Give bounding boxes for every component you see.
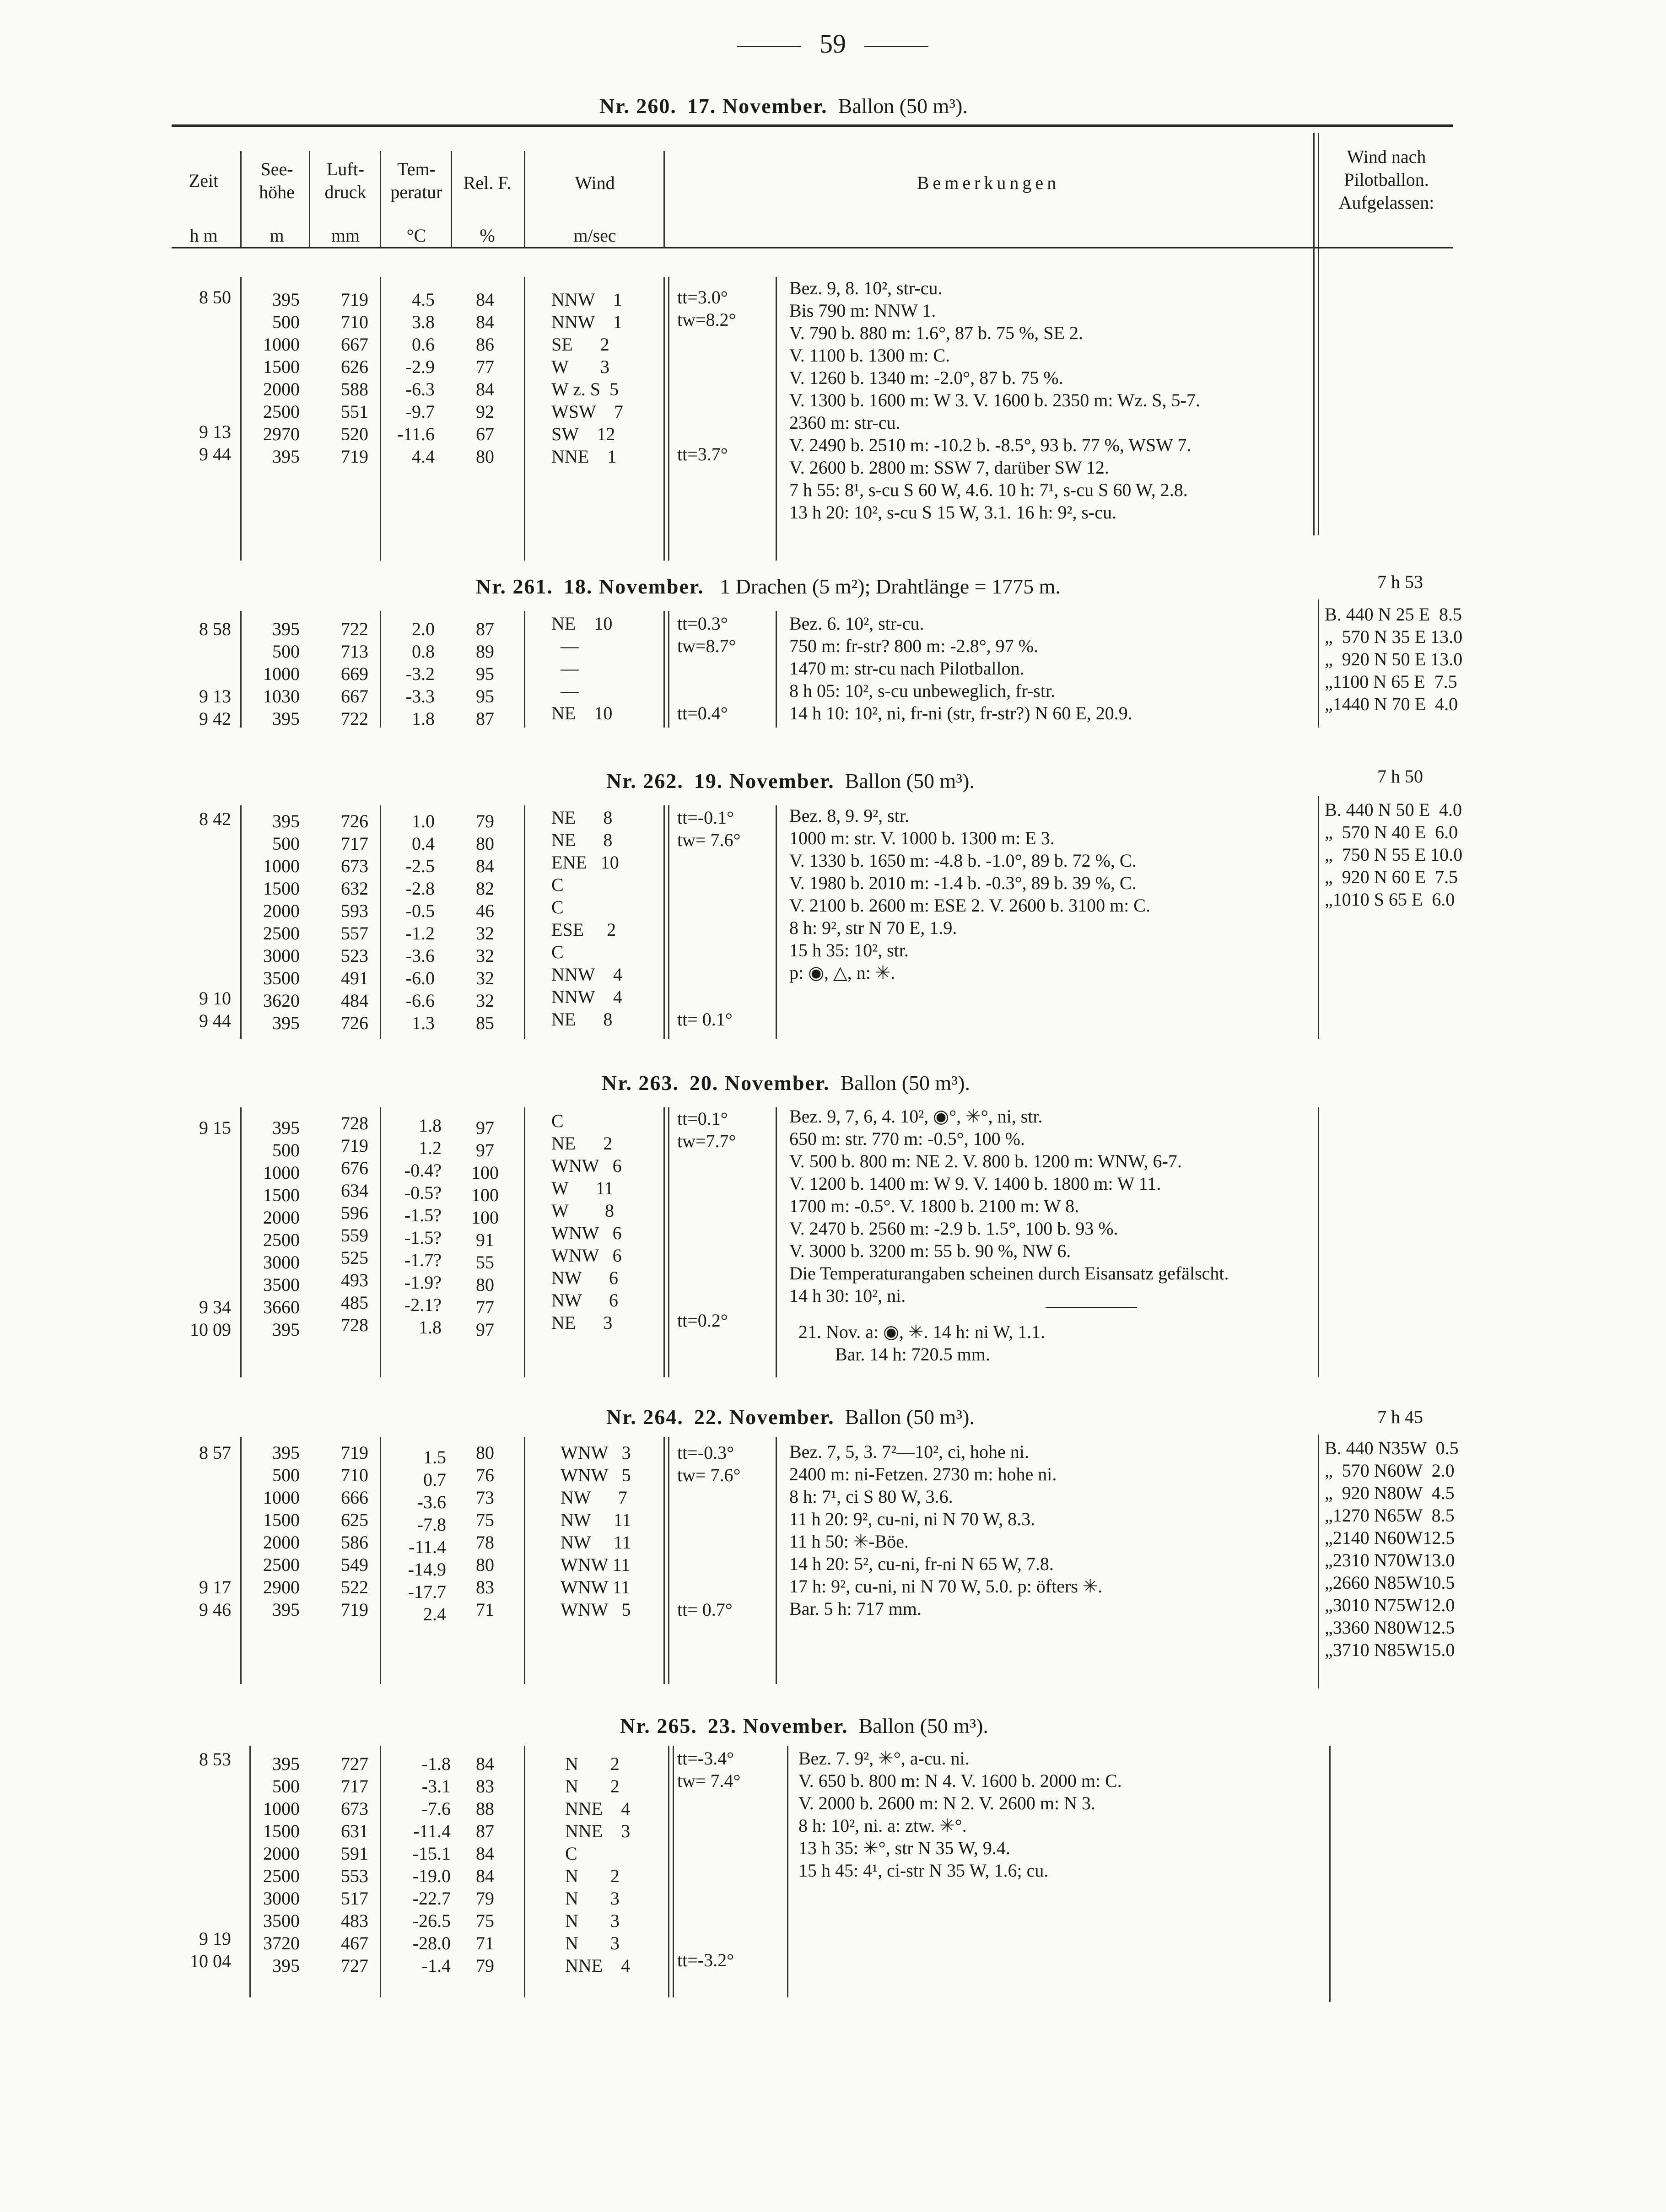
pilotballon-column: B. 440 N 25 E 8.5 „ 570 N 35 E 13.0 „ 920 N 50 E 13.0 „1100 N 65 E 7.5 „1440 N 70 E 4.0 <box>1325 604 1463 714</box>
thermometer-readings: tt=-3.4° tw= 7.4° tt=-3.2° <box>677 1748 741 1970</box>
header-temperatur: Tem- peratur <box>390 159 442 202</box>
remarks-block: Bez. 9, 8. 10², str-cu. Bis 790 m: NNW 1. V. 790 b. 880 m: 1.6°, 87 b. 75 %, SE 2. V. 1100 b. 1300 m: C. V. 1260 b. 1340 m: -2.0°, 87 b. 75 %. V. 1300 b. 1600 m: W 3. V. 1600 b. 2350 m: Wz. S, 5-7. 2360 m: str-cu. V. 2490 b. 2510 m: -10.2 b. -8.5°, 93 b. 77 %, WSW 7. V. 2600 b. 2800 m: SSW 7, darüber SW 12. 7 h 55: 8¹, s-cu S 60 W, 4.6. 10 h: 7¹, s-cu S 60 W, 2.8. 13 h 20: 10², s-cu S 15 W, 3.1. 16 h: 9², s-cu. <box>789 278 1200 523</box>
luftdruck-column: 728 719 676 634 596 559 525 493 485 728 <box>341 1113 368 1335</box>
column-divider <box>380 277 381 561</box>
thermometer-readings: tt=0.3° tw=8.7° tt=0.4° <box>677 613 736 723</box>
temperatur-column: 4.5 3.8 0.6 -2.9 -6.3 -9.7 -11.6 4.4 <box>397 289 435 467</box>
column-divider <box>380 611 381 728</box>
column-divider <box>668 611 669 728</box>
column-divider <box>380 1437 381 1684</box>
column-divider <box>668 805 669 1039</box>
column-divider <box>240 611 242 728</box>
seehoehe-column: 395 500 1000 1500 2000 2500 2970 395 <box>263 289 300 467</box>
column-divider <box>668 277 669 561</box>
wind-column: NNW 1 NNW 1 SE 2 W 3 W z. S 5 WSW 7 SW 12 NNE 1 <box>551 289 624 467</box>
pilot-release-time: 7 h 45 <box>1377 1407 1423 1427</box>
column-divider <box>776 277 777 561</box>
column-divider <box>524 1107 525 1377</box>
temperatur-column: -1.8 -3.1 -7.6 -11.4 -15.1 -19.0 -22.7 -26.5 -28.0 -1.4 <box>412 1753 451 1976</box>
thermometer-readings: tt=0.1° tw=7.7° tt=0.2° <box>677 1108 736 1331</box>
column-divider <box>1329 1746 1331 2002</box>
header-relf-unit: % <box>480 225 495 246</box>
remarks-block: Bez. 7, 5, 3. 7²—10², ci, hohe ni. 2400 m: ni-Fetzen. 2730 m: hohe ni. 8 h: 7¹, ci S 80 W, 3.6. 11 h 20: 9², cu-ni, ni N 70 W, 8.3. 11 h 50: ✳-Böe. 14 h 20: 5², cu-ni, fr-ni N 65 W, 7.8. 17 h: 9², cu-ni, ni N 70 W, 5.0. p: öfters ✳. Bar. 5 h: 717 mm. <box>789 1441 1103 1619</box>
column-divider <box>787 1746 788 1997</box>
relf-column: 80 76 73 75 78 80 83 71 <box>476 1442 494 1620</box>
column-divider <box>668 1437 669 1684</box>
column-divider <box>380 1746 381 1997</box>
relf-column: 87 89 95 95 87 <box>476 619 494 729</box>
column-divider <box>1318 1435 1319 1689</box>
zeit-column: 8 50 9 13 9 44 <box>199 287 231 464</box>
remarks-block: Bez. 7. 9², ✳°, a-cu. ni. V. 650 b. 800 m: N 4. V. 1600 b. 2000 m: C. V. 2000 b. 2600 m: N 2. V. 2600 m: N 3. 8 h: 10², ni. a: ztw. ✳°. 13 h 35: ✳°, str N 35 W, 9.4. 15 h 45: 4¹, ci-str N 35 W, 1.6; cu. <box>798 1748 1122 1881</box>
pilot-release-time: 7 h 50 <box>1377 766 1423 787</box>
column-divider <box>240 151 242 247</box>
header-temperatur-unit: °C <box>406 225 426 246</box>
temperatur-column: 1.0 0.4 -2.5 -2.8 -0.5 -1.2 -3.6 -6.0 -6.6 1.3 <box>405 811 435 1033</box>
zeit-column: 8 57 9 17 9 46 <box>199 1442 231 1620</box>
column-divider <box>1318 796 1319 1039</box>
wind-column: N 2 N 2 NNE 4 NNE 3 C N 2 N 3 N 3 N 3 NNE 4 <box>565 1753 631 1976</box>
header-zeit: Zeit <box>189 170 219 191</box>
column-divider <box>524 151 525 247</box>
divider <box>737 46 801 47</box>
header-bemerkungen: Bemerkungen <box>917 173 1060 193</box>
thermometer-readings: tt=-0.1° tw= 7.6° tt= 0.1° <box>677 807 741 1030</box>
divider <box>864 46 928 47</box>
thermometer-readings: tt=3.0° tw=8.2° tt=3.7° <box>677 287 736 464</box>
column-divider <box>1318 1107 1319 1377</box>
zeit-column: 8 42 9 10 9 44 <box>199 809 231 1031</box>
header-luftdruck: Luft- druck <box>324 159 367 202</box>
wind-column: C NE 2 WNW 6 W 11 W 8 WNW 6 WNW 6 NW 6 NW 6 NE 3 <box>551 1111 622 1333</box>
header-seehoehe: See- höhe <box>259 159 295 202</box>
luftdruck-column: 727 717 673 631 591 553 517 483 467 727 <box>341 1753 368 1976</box>
column-divider <box>663 1437 665 1684</box>
column-divider <box>524 277 525 561</box>
column-divider <box>380 805 381 1039</box>
header-seehoehe-unit: m <box>270 225 284 246</box>
column-divider <box>524 1437 525 1684</box>
zeit-column: 8 58 9 13 9 42 <box>199 619 231 729</box>
header-wind: Wind <box>575 173 615 193</box>
temperatur-column: 1.5 0.7 -3.6 -7.8 -11.4 -14.9 -17.7 2.4 <box>408 1447 446 1624</box>
section-title: Nr. 260. 17. November. Ballon (50 m³). <box>599 94 968 118</box>
wind-column: NE 8 NE 8 ENE 10 C C ESE 2 C NNW 4 NNW 4 NE 8 <box>551 807 622 1030</box>
column-divider <box>380 151 381 247</box>
seehoehe-column: 395 500 1000 1500 2000 2500 3000 3500 3660 395 <box>263 1117 300 1340</box>
luftdruck-column: 722 713 669 667 722 <box>341 619 368 729</box>
thermometer-readings: tt=-0.3° tw= 7.6° tt= 0.7° <box>677 1442 741 1620</box>
column-divider <box>380 1107 381 1377</box>
seehoehe-column: 395 500 1000 1500 2000 2500 3000 3500 3720 395 <box>263 1753 300 1976</box>
wind-column: WNW 3 WNW 5 NW 7 NW 11 NW 11 WNW 11 WNW 11 WNW 5 <box>561 1442 631 1620</box>
luftdruck-column: 726 717 673 632 593 557 523 491 484 726 <box>341 811 368 1033</box>
column-divider <box>240 277 242 561</box>
column-divider <box>524 1746 525 1997</box>
column-divider <box>1318 599 1319 728</box>
column-divider <box>776 1437 777 1684</box>
luftdruck-column: 719 710 667 626 588 551 520 719 <box>341 289 368 467</box>
column-divider <box>1313 247 1315 535</box>
column-divider <box>1318 133 1319 247</box>
seehoehe-column: 395 500 1000 1500 2000 2500 2900 395 <box>263 1442 300 1620</box>
column-divider <box>668 1746 669 1997</box>
column-divider <box>668 1107 669 1377</box>
column-divider <box>524 805 525 1039</box>
column-divider <box>776 1107 777 1377</box>
page-number: 59 <box>714 28 952 59</box>
column-divider <box>776 805 777 1039</box>
seehoehe-column: 395 500 1000 1030 395 <box>263 619 300 729</box>
column-divider <box>451 151 452 247</box>
header-zeit-unit: h m <box>189 225 218 246</box>
relf-column: 79 80 84 82 46 32 32 32 32 85 <box>476 811 494 1033</box>
luftdruck-column: 719 710 666 625 586 549 522 719 <box>341 1442 368 1620</box>
column-divider <box>663 805 665 1039</box>
wind-column: NE 10 — — — NE 10 <box>551 613 613 723</box>
section-title: Nr. 265. 23. November. Ballon (50 m³). <box>620 1714 988 1737</box>
column-divider <box>663 277 665 561</box>
column-divider <box>663 151 665 247</box>
section-title: Nr. 261. 18. November. 1 Drachen (5 m²); Drahtlänge = 1775 m. <box>476 575 1061 598</box>
pilotballon-column: B. 440 N 50 E 4.0 „ 570 N 40 E 6.0 „ 750 N 55 E 10.0 „ 920 N 60 E 7.5 „1010 S 65 E 6.0 <box>1325 799 1463 910</box>
header-rule-bottom <box>172 247 1453 248</box>
column-divider <box>240 1107 242 1377</box>
pilot-release-time: 7 h 53 <box>1377 572 1423 592</box>
relf-column: 97 97 100 100 100 91 55 80 77 97 <box>471 1117 499 1340</box>
column-divider <box>240 805 242 1039</box>
header-pilotballon: Wind nach Pilotballon. Aufgelassen: <box>1338 146 1434 213</box>
header-wind-unit: m/sec <box>573 225 616 246</box>
remarks-block: Bez. 6. 10², str-cu. 750 m: fr-str? 800 m: -2.8°, 97 %. 1470 m: str-cu nach Pilotballon. 8 h 05: 10², s-cu unbeweglich, fr-str. 14 h 10: 10², ni, fr-ni (str, fr-str?) N 60 E, 20.9. <box>789 613 1132 723</box>
zeit-column: 8 53 9 19 10 04 <box>190 1749 231 1971</box>
column-divider <box>673 1746 674 1997</box>
column-divider <box>776 611 777 728</box>
section-title: Nr. 264. 22. November. Ballon (50 m³). <box>606 1405 975 1429</box>
divider <box>1046 1307 1137 1308</box>
section-title: Nr. 263. 20. November. Ballon (50 m³). <box>602 1071 970 1095</box>
header-relf: Rel. F. <box>463 173 512 193</box>
column-divider <box>663 1107 665 1377</box>
temperatur-column: 2.0 0.8 -3.2 -3.3 1.8 <box>405 619 435 729</box>
zeit-column: 9 15 9 34 10 09 <box>190 1117 231 1340</box>
relf-column: 84 84 86 77 84 92 67 80 <box>476 289 494 467</box>
relf-column: 84 83 88 87 84 84 79 75 71 79 <box>476 1753 494 1976</box>
header-rule-top <box>172 124 1453 127</box>
column-divider <box>663 611 665 728</box>
remarks-block: Bez. 8, 9. 9², str. 1000 m: str. V. 1000 b. 1300 m: E 3. V. 1330 b. 1650 m: -4.8 b. -1.0°, 89 b. 72 %, C. V. 1980 b. 2010 m: -1.4 b. -0.3°, 89 b. 39 %, C. V. 2100 b. 2600 m: ESE 2. V. 2600 b. 3100 m: C. 8 h: 9², str N 70 E, 1.9. 15 h 35: 10², str. p: ◉, △, n: ✳. <box>789 805 1150 983</box>
column-divider <box>1313 133 1315 247</box>
remarks-block: Bez. 9, 7, 6, 4. 10², ◉°, ✳°, ni, str. 650 m: str. 770 m: -0.5°, 100 %. V. 500 b. 800 m: NE 2. V. 800 b. 1200 m: WNW, 6-7. V. 1200 b. 1400 m: W 9. V. 1400 b. 1800 m: W 11. 1700 m: -0.5°. V. 1800 b. 2100 m: W 8. V. 2470 b. 2560 m: -2.9 b. 1.5°, 100 b. 93 %. V. 3000 b. 3200 m: 55 b. 90 %, NW 6. Die Temperaturangaben scheinen durch Eisansatz gefälscht. 14 h 30: 10², ni. 21. Nov. a: ◉, ✳. 14 h: ni W, 1.1. Bar. 14 h: 720.5 mm. <box>789 1106 1229 1365</box>
pilotballon-column: B. 440 N35W 0.5 „ 570 N60W 2.0 „ 920 N80W 4.5 „1270 N65W 8.5 „2140 N60W12.5 „2310 N70W13.0 „2660 N85W10.5 „3010 N75W12.0 „3360 N80W12.5 „3710 N85W15.0 <box>1325 1438 1459 1660</box>
seehoehe-column: 395 500 1000 1500 2000 2500 3000 3500 3620 395 <box>263 811 300 1033</box>
section-title: Nr. 262. 19. November. Ballon (50 m³). <box>606 769 975 793</box>
header-luftdruck-unit: mm <box>331 225 360 246</box>
column-divider <box>249 1746 251 1997</box>
column-divider <box>309 151 310 247</box>
column-divider <box>240 1437 242 1684</box>
column-divider <box>524 611 525 728</box>
temperatur-column: 1.8 1.2 -0.4? -0.5? -1.5? -1.5? -1.7? -1.9? -2.1? 1.8 <box>404 1115 442 1338</box>
column-divider <box>1318 247 1319 535</box>
